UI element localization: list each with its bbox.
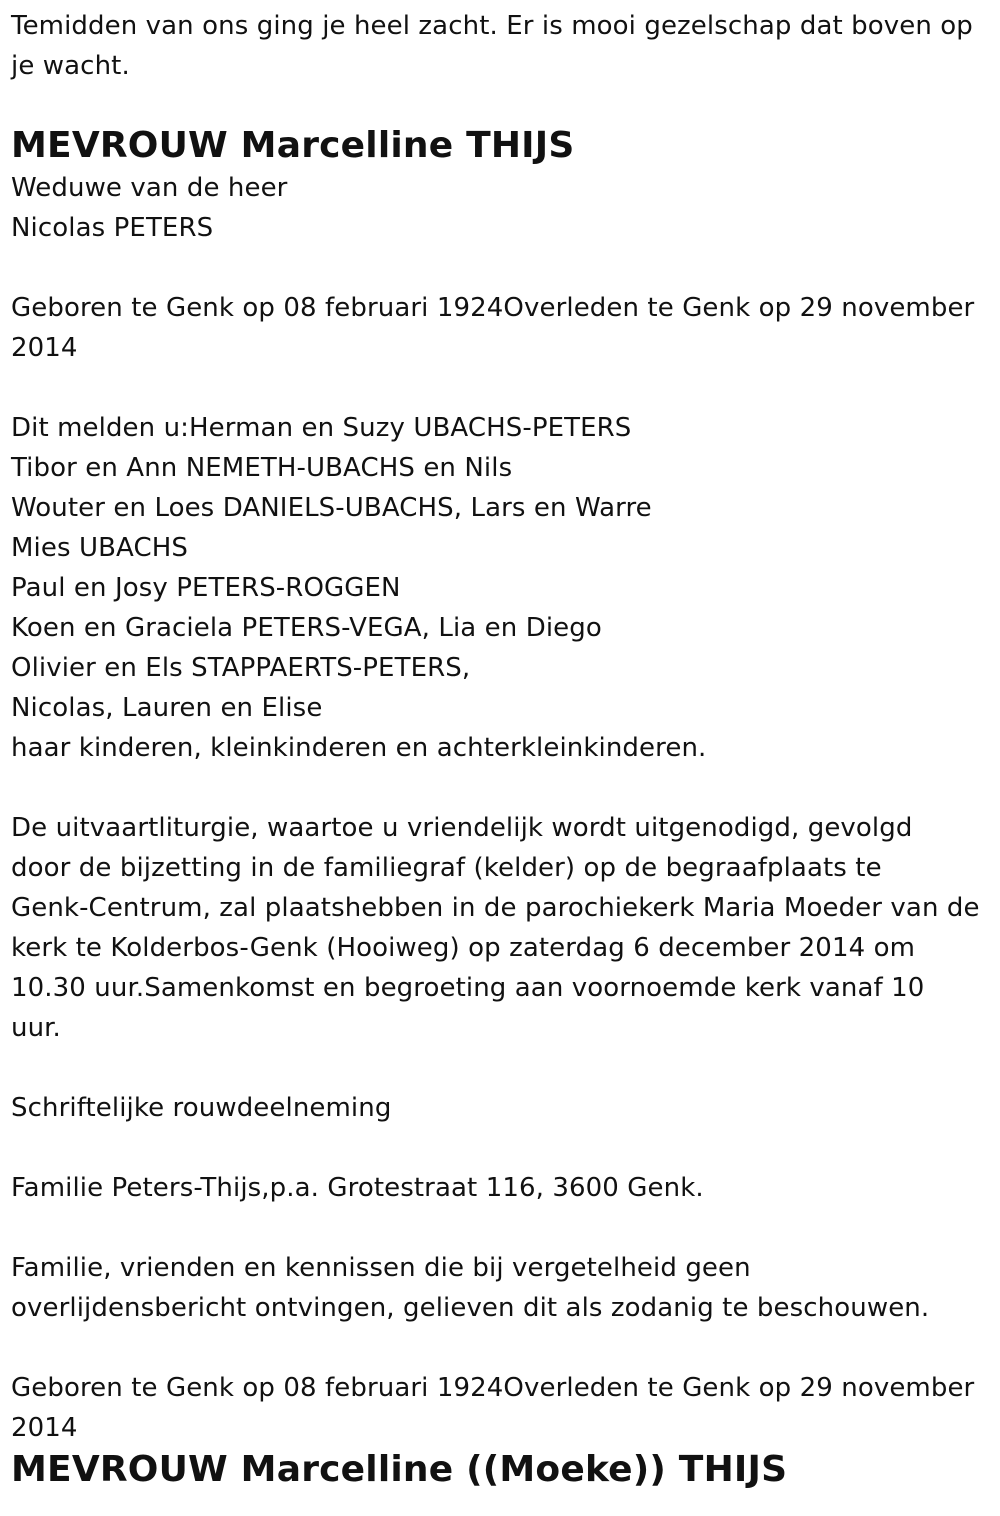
- quote-line-2: je wacht.: [11, 51, 130, 81]
- notice-line-1: Familie, vrienden en kennissen die bij vergetelheid geen: [11, 1253, 751, 1283]
- birth-death-dates-repeat: [11, 1368, 993, 1448]
- condolence-heading: Schriftelijke rouwdeelneming: [11, 1093, 392, 1123]
- deceased-name-title-nickname: MEVROUW Marcelline ((Moeke)) THIJS: [11, 1449, 788, 1490]
- birth-death-line-2: 2014: [11, 1413, 78, 1443]
- family-list: [11, 408, 993, 768]
- family-line: Nicolas, Lauren en Elise: [11, 693, 323, 723]
- birth-death-line-2: 2014: [11, 333, 78, 363]
- ceremony-line: Genk-Centrum, zal plaatshebben in de parochiekerk Maria Moeder van de: [11, 893, 980, 923]
- ceremony-line: door de bijzetting in de familiegraf (kelder) op de begraafplaats te: [11, 853, 882, 883]
- family-line: Tibor en Ann NEMETH-UBACHS en Nils: [11, 453, 513, 483]
- spacer: [11, 768, 993, 808]
- ceremony-line: uur.: [11, 1013, 61, 1043]
- opening-quote: [11, 6, 993, 86]
- family-line: Koen en Graciela PETERS-VEGA, Lia en Diego: [11, 613, 602, 643]
- family-line: haar kinderen, kleinkinderen en achterkleinkinderen.: [11, 733, 707, 763]
- family-line: Wouter en Loes DANIELS-UBACHS, Lars en Warre: [11, 493, 652, 523]
- ceremony-line: De uitvaartliturgie, waartoe u vriendelijk wordt uitgenodigd, gevolgd: [11, 813, 913, 843]
- spacer: [11, 248, 993, 288]
- family-line: Mies UBACHS: [11, 533, 188, 563]
- birth-death-line-1: Geboren te Genk op 08 februari 1924Overleden te Genk op 29 november: [11, 293, 975, 323]
- family-line: Paul en Josy PETERS-ROGGEN: [11, 573, 401, 603]
- widow-of: [11, 168, 993, 248]
- ceremony-line: 10.30 uur.Samenkomst en begroeting aan voornoemde kerk vanaf 10: [11, 973, 925, 1003]
- notice-line-2: overlijdensbericht ontvingen, gelieven dit als zodanig te beschouwen.: [11, 1293, 930, 1323]
- birth-death-dates: [11, 288, 993, 368]
- family-address: Familie Peters-Thijs,p.a. Grotestraat 116, 3600 Genk.: [11, 1173, 704, 1203]
- birth-death-line-1: Geboren te Genk op 08 februari 1924Overleden te Genk op 29 november: [11, 1373, 975, 1403]
- widow-of-line-1: Weduwe van de heer: [11, 173, 288, 203]
- spacer: [11, 1128, 993, 1168]
- family-line: Dit melden u:Herman en Suzy UBACHS-PETERS: [11, 413, 632, 443]
- family-line: Olivier en Els STAPPAERTS-PETERS,: [11, 653, 471, 683]
- spacer: [11, 368, 993, 408]
- widow-of-line-2: Nicolas PETERS: [11, 213, 214, 243]
- spacer: [11, 1048, 993, 1088]
- obituary-document: [11, 6, 993, 1492]
- notice: [11, 1248, 993, 1328]
- spacer: [11, 1208, 993, 1248]
- ceremony-line: kerk te Kolderbos-Genk (Hooiweg) op zaterdag 6 december 2014 om: [11, 933, 916, 963]
- ceremony-details: [11, 808, 993, 1048]
- spacer: [11, 1328, 993, 1368]
- quote-line-1: Temidden van ons ging je heel zacht. Er is mooi gezelschap dat boven op: [11, 11, 973, 41]
- deceased-name-title: MEVROUW Marcelline THIJS: [11, 125, 575, 166]
